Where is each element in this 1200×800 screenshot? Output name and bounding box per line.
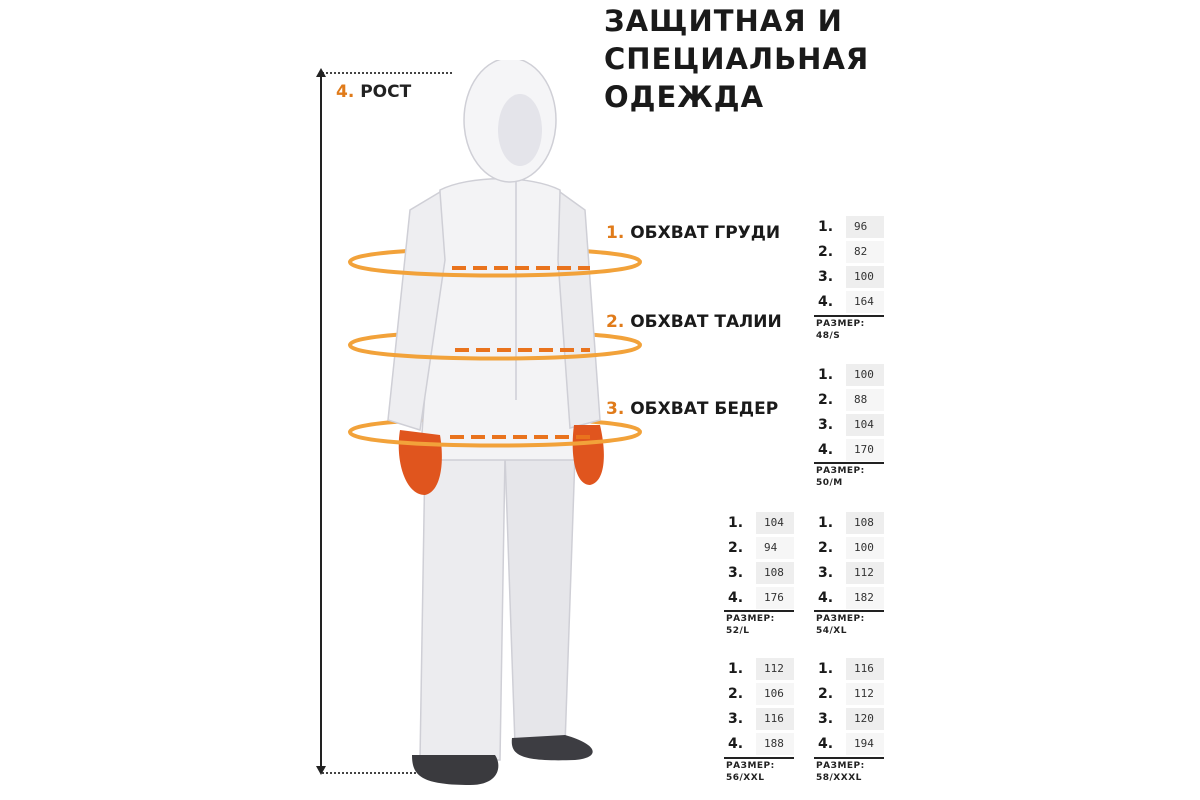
measurement-text: ОБХВАТ БЕДЕР xyxy=(630,399,779,419)
row-index: 3. xyxy=(818,710,834,727)
row-value: 106 xyxy=(756,683,794,705)
size-caption-value: 50/M xyxy=(816,478,843,488)
right-leg xyxy=(505,455,575,745)
row-value: 116 xyxy=(756,708,794,730)
row-index: 3. xyxy=(728,564,744,581)
face-opening xyxy=(498,94,542,166)
row-value: 182 xyxy=(846,587,884,609)
table-row xyxy=(812,731,884,756)
row-value: 170 xyxy=(846,439,884,461)
table-row xyxy=(722,560,794,585)
size-caption-value: 52/L xyxy=(726,626,750,636)
size-caption-value: 56/XXL xyxy=(726,773,765,783)
arrow-down-icon xyxy=(316,766,326,775)
size-caption-label: РАЗМЕР: xyxy=(726,761,775,771)
row-value: 82 xyxy=(846,241,884,263)
size-caption xyxy=(816,760,865,784)
row-value: 176 xyxy=(756,587,794,609)
row-index: 4. xyxy=(818,293,834,310)
table-row xyxy=(722,510,794,535)
row-index: 1. xyxy=(818,366,834,383)
row-index: 2. xyxy=(818,391,834,408)
table-row xyxy=(812,214,884,239)
row-value: 104 xyxy=(756,512,794,534)
protective-suit-figure xyxy=(330,60,650,790)
size-table-54-xl xyxy=(812,510,884,610)
size-table-rule xyxy=(814,462,884,464)
table-row xyxy=(722,731,794,756)
row-index: 3. xyxy=(818,268,834,285)
row-value: 112 xyxy=(846,562,884,584)
size-table-rule xyxy=(814,610,884,612)
measurement-num: 3. xyxy=(606,399,625,419)
title-line-1: ЗАЩИТНАЯ И xyxy=(604,4,843,38)
row-value: 120 xyxy=(846,708,884,730)
title-line-3: ОДЕЖДА xyxy=(604,80,765,114)
row-index: 4. xyxy=(818,735,834,752)
size-caption xyxy=(816,613,865,637)
row-value: 88 xyxy=(846,389,884,411)
size-caption xyxy=(726,760,775,784)
size-caption-value: 54/XL xyxy=(816,626,847,636)
row-index: 4. xyxy=(818,441,834,458)
table-row xyxy=(812,362,884,387)
row-value: 164 xyxy=(846,291,884,313)
table-row xyxy=(812,387,884,412)
table-row xyxy=(812,412,884,437)
row-index: 4. xyxy=(818,589,834,606)
size-caption xyxy=(726,613,775,637)
row-index: 1. xyxy=(728,514,744,531)
measurement-num: 1. xyxy=(606,223,625,243)
table-row xyxy=(812,706,884,731)
table-row xyxy=(812,289,884,314)
size-caption-value: 48/S xyxy=(816,331,841,341)
table-row xyxy=(722,535,794,560)
size-caption-label: РАЗМЕР: xyxy=(816,466,865,476)
row-index: 2. xyxy=(728,685,744,702)
row-value: 100 xyxy=(846,364,884,386)
row-index: 3. xyxy=(818,416,834,433)
size-table-50-m xyxy=(812,362,884,462)
row-value: 94 xyxy=(756,537,794,559)
size-table-rule xyxy=(724,757,794,759)
size-caption xyxy=(816,465,865,489)
title-line-2: СПЕЦИАЛЬНАЯ xyxy=(604,42,870,76)
size-caption xyxy=(816,318,865,342)
height-line xyxy=(320,72,322,772)
measurement-hips xyxy=(606,399,778,419)
table-row xyxy=(722,585,794,610)
table-row xyxy=(812,264,884,289)
left-glove xyxy=(399,430,442,495)
table-row xyxy=(812,560,884,585)
row-index: 3. xyxy=(728,710,744,727)
measurement-chest xyxy=(606,223,780,243)
left-shoe xyxy=(412,755,498,785)
row-index: 2. xyxy=(818,539,834,556)
table-row xyxy=(812,510,884,535)
row-value: 194 xyxy=(846,733,884,755)
size-caption-label: РАЗМЕР: xyxy=(816,761,865,771)
size-table-rule xyxy=(814,315,884,317)
table-row xyxy=(812,656,884,681)
row-index: 3. xyxy=(818,564,834,581)
row-value: 188 xyxy=(756,733,794,755)
row-value: 108 xyxy=(756,562,794,584)
table-row xyxy=(722,681,794,706)
size-table-rule xyxy=(814,757,884,759)
measurement-waist xyxy=(606,312,782,332)
row-value: 112 xyxy=(756,658,794,680)
row-index: 2. xyxy=(818,685,834,702)
size-table-56-xxl xyxy=(722,656,794,756)
row-index: 1. xyxy=(818,218,834,235)
size-caption-label: РАЗМЕР: xyxy=(726,614,775,624)
table-row xyxy=(812,239,884,264)
measurement-num: 2. xyxy=(606,312,625,332)
measurement-text: ОБХВАТ ТАЛИИ xyxy=(630,312,782,332)
row-index: 4. xyxy=(728,735,744,752)
row-value: 112 xyxy=(846,683,884,705)
row-value: 100 xyxy=(846,537,884,559)
size-caption-label: РАЗМЕР: xyxy=(816,614,865,624)
size-caption-value: 58/XXXL xyxy=(816,773,862,783)
row-value: 104 xyxy=(846,414,884,436)
row-index: 1. xyxy=(728,660,744,677)
table-row xyxy=(722,706,794,731)
row-value: 108 xyxy=(846,512,884,534)
row-value: 116 xyxy=(846,658,884,680)
measurement-text: ОБХВАТ ГРУДИ xyxy=(630,223,781,243)
row-index: 1. xyxy=(818,660,834,677)
height-label-text: РОСТ xyxy=(360,82,412,102)
table-row xyxy=(812,535,884,560)
table-row xyxy=(812,681,884,706)
left-leg xyxy=(420,455,505,760)
row-index: 2. xyxy=(728,539,744,556)
row-index: 2. xyxy=(818,243,834,260)
arrow-up-icon xyxy=(316,68,326,77)
size-table-58-xxxl xyxy=(812,656,884,756)
table-row xyxy=(812,585,884,610)
right-shoe xyxy=(512,735,593,760)
table-row xyxy=(722,656,794,681)
size-table-rule xyxy=(724,610,794,612)
row-index: 1. xyxy=(818,514,834,531)
row-index: 4. xyxy=(728,589,744,606)
row-value: 100 xyxy=(846,266,884,288)
size-table-48-s xyxy=(812,214,884,314)
right-glove xyxy=(573,425,604,485)
row-value: 96 xyxy=(846,216,884,238)
size-caption-label: РАЗМЕР: xyxy=(816,319,865,329)
table-row xyxy=(812,437,884,462)
height-label-num: 4. xyxy=(336,82,355,102)
size-table-52-l xyxy=(722,510,794,610)
